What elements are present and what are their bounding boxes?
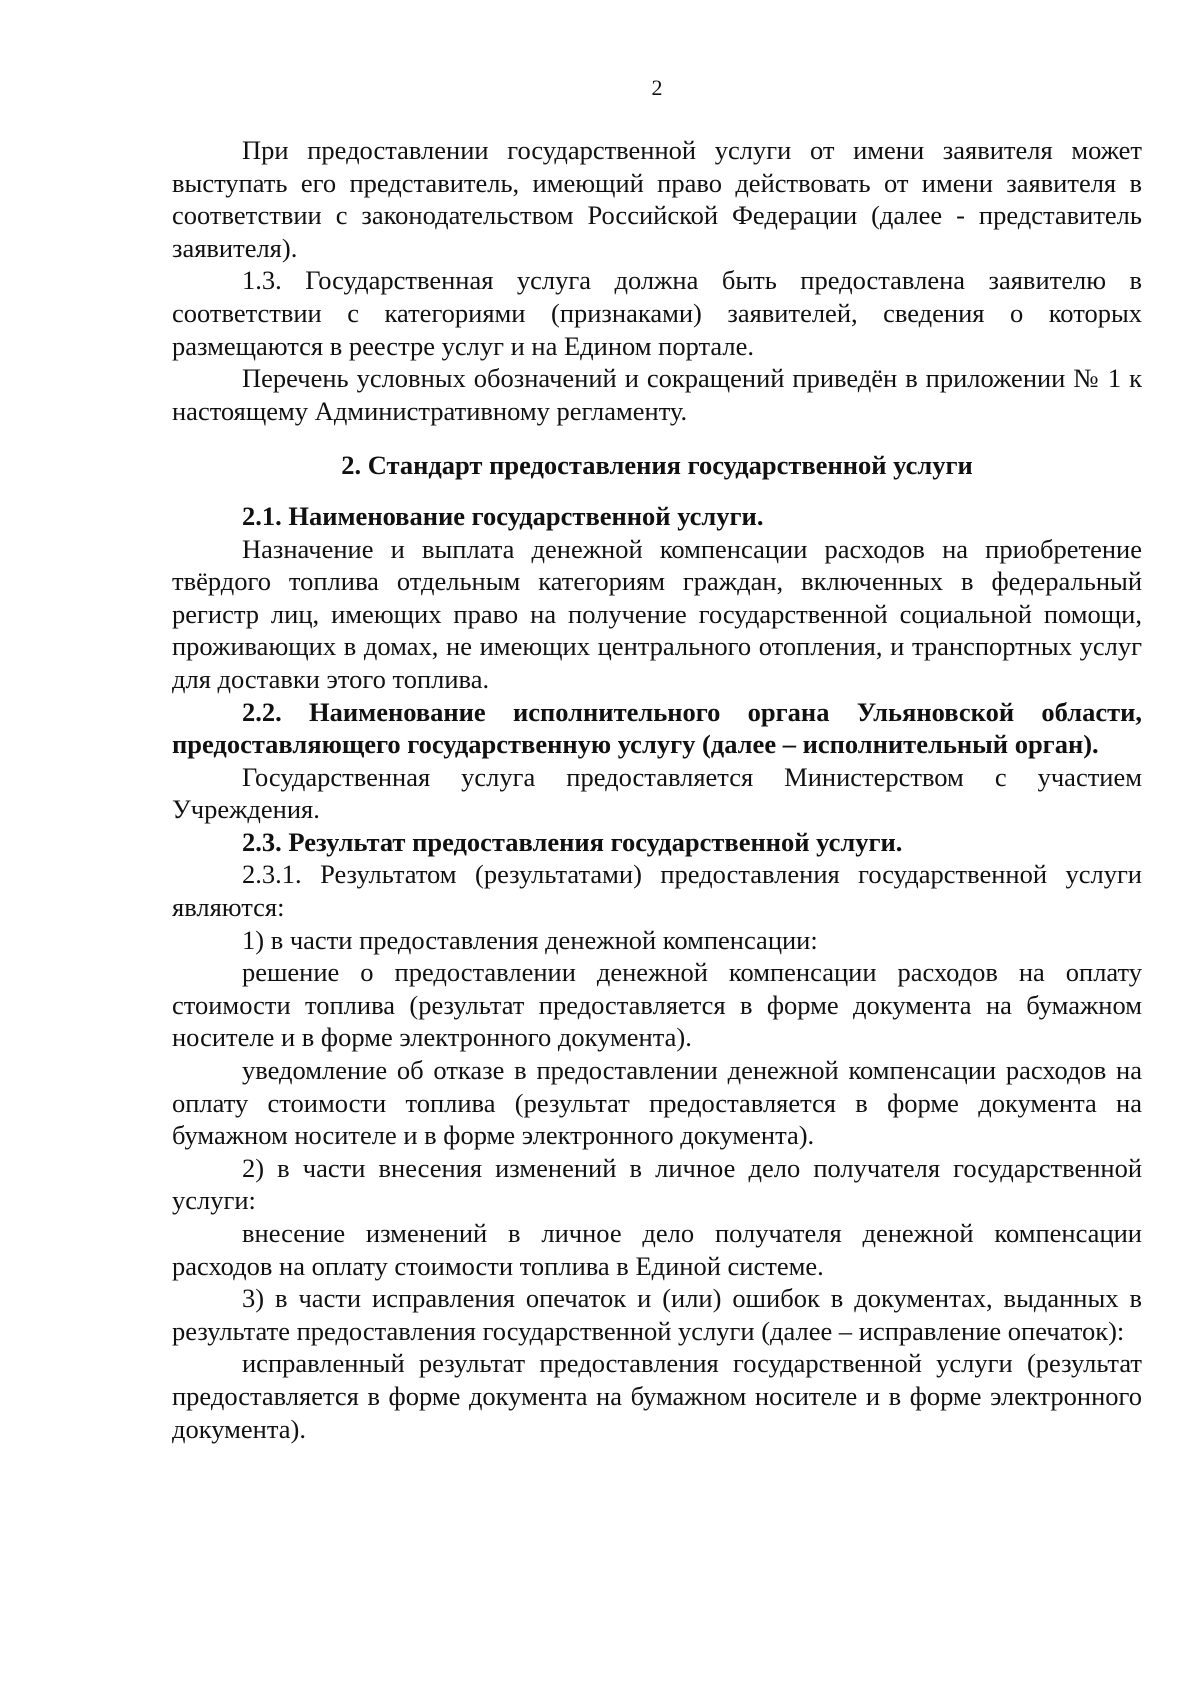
list-item-1-refusal: уведомление об отказе в предоставлении денежной компенсации расходов на оплату стоимости топлива (результат предоставляется в форме документа на бумажном носителе и в форме электронного документа).: [172, 1055, 1142, 1151]
paragraph-2-1: Назначение и выплата денежной компенсации расходов на приобретение твёрдого топлива отдельным категориям граждан, включенных в федеральный регистр лиц, имеющих право на получение государственной социальной помощи, проживающих в домах, не имеющих центрального отопления, и транспортных услуг для доставки этого топлива.: [172, 533, 1142, 694]
section-title-standard: 2. Стандарт предоставления государственной услуги: [341, 450, 973, 481]
list-item-2-changes: внесение изменений в личное дело получателя денежной компенсации расходов на оплату стоимости топлива в Единой системе.: [172, 1218, 1142, 1281]
paragraph-abbreviations: Перечень условных обозначений и сокращений приведён в приложении № 1 к настоящему Административному регламенту.: [172, 363, 1142, 426]
heading-2-1: 2.1. Наименование государственной услуги.: [242, 500, 764, 531]
paragraph-representative: При предоставлении государственной услуги от имени заявителя может выступать его представитель, имеющий право действовать от имени заявителя в соответствии с законодательством Российской Федерации (далее - представитель заявителя).: [172, 135, 1142, 263]
paragraph-2-2: Государственная услуга предоставляется Министерством с участием Учреждения.: [172, 761, 1142, 825]
list-item-3: 3) в части исправления опечаток и (или) ошибок в документах, выданных в результате предоставления государственной услуги (далее – исправление опечаток):: [172, 1283, 1142, 1346]
document-body: [172, 134, 1142, 1445]
list-item-2: 2) в части внесения изменений в личное дело получателя государственной услуги:: [172, 1152, 1142, 1216]
heading-2-3: 2.3. Результат предоставления государственной услуги.: [242, 826, 903, 857]
list-item-1: 1) в части предоставления денежной компенсации:: [242, 924, 818, 955]
paragraph-2-3-1: 2.3.1. Результатом (результатами) предоставления государственной услуги являются:: [172, 859, 1142, 923]
page-number: 2: [651, 75, 663, 100]
heading-2-2: 2.2. Наименование исполнительного органа Ульяновской области, предоставляющего государственную услугу (далее – исполнительный орган).: [172, 696, 1142, 760]
paragraph-1-3: 1.3. Государственная услуга должна быть предоставлена заявителю в соответствии с категориями (признаками) заявителей, сведения о которых размещаются в реестре услуг и на Едином портале.: [172, 265, 1142, 361]
list-item-3-corrected: исправленный результат предоставления государственной услуги (результат предоставляется в форме документа на бумажном носителе и в форме электронного документа).: [172, 1348, 1142, 1444]
list-item-1-decision: решение о предоставлении денежной компенсации расходов на оплату стоимости топлива (результат предоставляется в форме документа на бумажном носителе и в форме электронного документа).: [172, 957, 1142, 1053]
